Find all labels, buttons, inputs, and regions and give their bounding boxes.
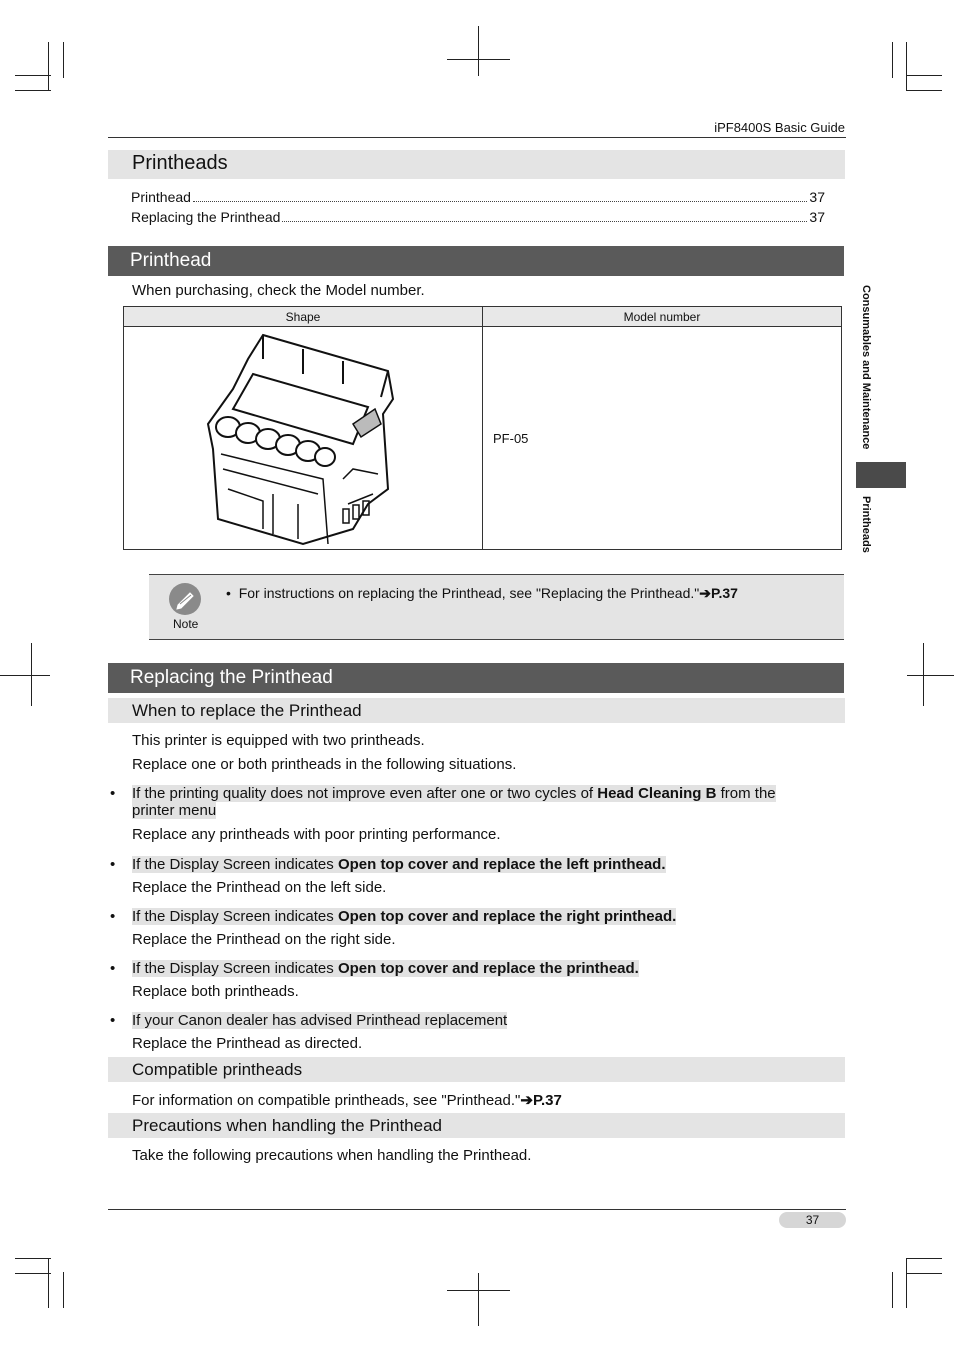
item-bold: Open top cover and replace the printhead. (337, 960, 639, 977)
page-number: 37 (779, 1212, 846, 1228)
guide-title: iPF8400S Basic Guide (714, 120, 845, 135)
item-description: Replace both printheads. (132, 983, 299, 1000)
item-text-line2: printer menu (132, 802, 217, 819)
compat-page-link[interactable]: P.37 (532, 1092, 562, 1109)
printhead-illustration (203, 329, 403, 547)
toc-entry-printhead[interactable] (131, 189, 825, 206)
list-item (108, 856, 824, 876)
crop-mark (63, 1272, 64, 1308)
list-item-text (132, 1012, 822, 1029)
crop-mark (0, 675, 50, 676)
bullet: • (110, 856, 116, 873)
toc-page: 37 (809, 189, 825, 205)
toc-entry-replacing[interactable] (131, 209, 825, 226)
crop-mark (906, 1258, 942, 1259)
list-item (108, 785, 824, 825)
toc-label: Printhead (131, 189, 191, 205)
precautions-text: Take the following precautions when handling the Printhead. (132, 1147, 532, 1164)
pencil-icon (169, 583, 201, 615)
model-table (123, 306, 842, 550)
item-text: If the Display Screen indicates (132, 960, 338, 977)
bullet: • (110, 1012, 116, 1029)
printhead-heading-bar (108, 246, 844, 276)
item-bold: Open top cover and replace the left printhead. (337, 856, 666, 873)
crop-mark (892, 42, 893, 78)
crop-mark (31, 643, 32, 706)
toc-leader (193, 201, 807, 202)
arrow-icon: ➔ (699, 585, 711, 601)
sidebar-chapter: Consumables and Maintenance (860, 285, 872, 450)
precautions-heading: Precautions when handling the Printhead (132, 1116, 442, 1135)
item-text: If the Display Screen indicates (132, 856, 338, 873)
item-description: Replace the Printhead on the left side. (132, 879, 387, 896)
list-item-text (132, 856, 822, 873)
footer-rule (108, 1209, 846, 1210)
crop-mark (15, 75, 51, 76)
sidebar-section: Printheads (860, 496, 872, 553)
list-item (108, 1012, 824, 1032)
note-box (149, 574, 844, 640)
item-description: Replace the Printhead as directed. (132, 1035, 363, 1052)
crop-mark (15, 1258, 51, 1259)
item-text: If the printing quality does not improve even after one or two cycles of (132, 785, 598, 802)
compat-text (132, 1091, 562, 1109)
shape-cell (124, 327, 483, 550)
item-description: Replace any printheads with poor printing performance. (132, 826, 501, 843)
crop-mark (906, 42, 907, 90)
item-bold: Head Cleaning B (597, 785, 717, 802)
note-label: Note (173, 617, 199, 631)
crop-mark (15, 1273, 51, 1274)
when-heading: When to replace the Printhead (132, 701, 362, 720)
list-item (108, 908, 824, 928)
replacing-heading: Replacing the Printhead (130, 667, 333, 688)
item-text-end: from the (716, 785, 776, 802)
crop-mark (478, 26, 479, 76)
crop-mark (892, 1272, 893, 1308)
replacing-intro-1: This printer is equipped with two printheads. (132, 732, 425, 749)
compat-body: For information on compatible printheads, see "Printhead." (132, 1092, 521, 1109)
section-title: Printheads (132, 152, 228, 174)
section-title-bar (108, 150, 845, 179)
toc-label: Replacing the Printhead (131, 209, 281, 225)
table-header-shape: Shape (124, 307, 483, 327)
when-heading-bar (108, 698, 845, 723)
sidebar-tab-marker (856, 462, 906, 488)
note-page-link[interactable]: P.37 (710, 585, 738, 601)
replacing-heading-bar (108, 663, 844, 693)
crop-mark (63, 42, 64, 78)
compat-heading-bar (108, 1057, 845, 1082)
crop-mark (478, 1273, 479, 1326)
item-description: Replace the Printhead on the right side. (132, 931, 396, 948)
crop-mark (906, 90, 942, 91)
crop-mark (48, 42, 49, 90)
crop-mark (907, 675, 954, 676)
item-bold: Open top cover and replace the right printhead. (337, 908, 677, 925)
list-item (108, 960, 824, 980)
model-cell (483, 327, 842, 550)
note-text: • For instructions on replacing the Printhead, see "Replacing the Printhead."➔P.37 (226, 585, 738, 601)
list-item-text (132, 785, 822, 819)
note-body: For instructions on replacing the Printhead, see "Replacing the Printhead." (238, 585, 700, 601)
precautions-heading-bar (108, 1113, 845, 1138)
list-item-text (132, 960, 822, 977)
printhead-heading: Printhead (130, 250, 212, 271)
bullet: • (110, 908, 116, 925)
model-number: PF-05 (493, 430, 529, 446)
header-rule (108, 137, 846, 138)
replacing-intro-2: Replace one or both printheads in the following situations. (132, 756, 517, 773)
crop-mark (906, 1273, 942, 1274)
item-text: If your Canon dealer has advised Printhead replacement (132, 1012, 508, 1029)
item-text: If the Display Screen indicates (132, 908, 338, 925)
crop-mark (906, 75, 942, 76)
table-header-model: Model number (483, 307, 842, 327)
printhead-intro: When purchasing, check the Model number. (132, 282, 425, 299)
compat-heading: Compatible printheads (132, 1060, 303, 1079)
crop-mark (923, 643, 924, 706)
bullet: • (110, 785, 116, 802)
arrow-icon: ➔ (520, 1092, 533, 1109)
toc-page: 37 (809, 209, 825, 225)
toc-leader (282, 221, 807, 222)
crop-mark (906, 1258, 907, 1308)
crop-mark (15, 90, 51, 91)
crop-mark (48, 1258, 49, 1308)
bullet: • (110, 960, 116, 977)
list-item-text (132, 908, 822, 925)
